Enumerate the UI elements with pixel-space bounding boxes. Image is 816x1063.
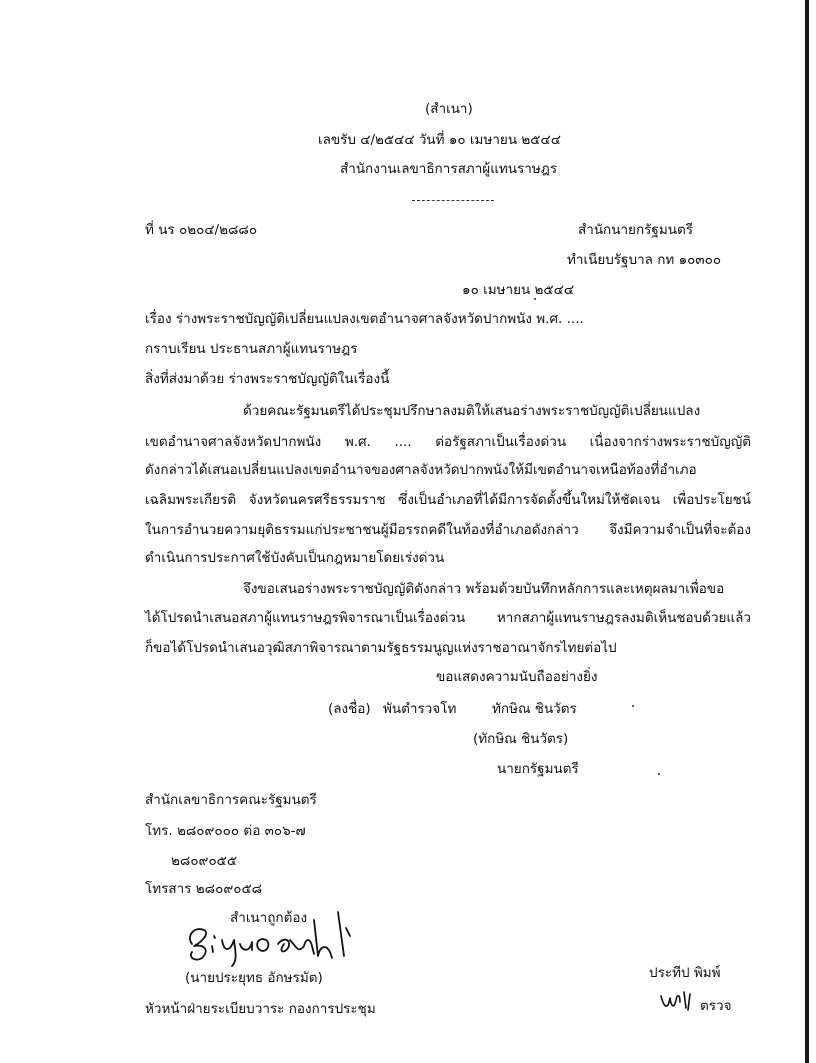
signer-name: ทักษิณ ชินวัตร [492, 701, 577, 717]
paragraph-2-line-3: ก็ขอได้โปรดนำเสนอวุฒิสภาพิจารณาตามรัฐธรรมนูญแห่งราชอาณาจักรไทยต่อไป [145, 640, 617, 656]
paragraph-2-line-1: จึงขอเสนอร่างพระราชบัญญัติดังกล่าว พร้อมด้วยบันทึกหลักการและเหตุผลมาเพื่อขอ [243, 581, 725, 597]
paragraph-1-line-5: ในการอำนวยความยุติธรรมแก่ประชาชนผู้มีอรรถคดีในท้องที่อำเภอดังกล่าว จึงมีความจำเป็นที่จะต้อง [145, 522, 751, 538]
contact-fax: โทรสาร ๒๘๐๙๐๕๘ [145, 881, 263, 897]
signer-title: นายกรัฐมนตรี [497, 761, 579, 777]
contact-telephone: โทร. ๒๘๐๙๐๐๐ ต่อ ๓๐๖-๗ [145, 823, 306, 839]
reference-number: ที่ นร ๐๒๐๔/๒๘๘๐ [145, 222, 258, 238]
sender-office: สำนักนายกรัฐมนตรี [578, 222, 693, 238]
contact-office: สำนักเลขาธิการคณะรัฐมนตรี [145, 792, 317, 808]
typist-name: ประทีป พิมพ์ [649, 965, 721, 981]
checker-initials [658, 988, 698, 1016]
handwritten-signature [180, 900, 360, 970]
sender-address: ทำเนียบรัฐบาล กท ๑๐๓๐๐ [567, 252, 722, 268]
scan-speck [658, 773, 660, 775]
contact-telephone-2: ๒๘๐๙๐๕๕ [171, 853, 238, 869]
letter-date: ๑๐ เมษายน ๒๕๔๔ [462, 282, 575, 298]
received-number: เลขรับ ๔/๒๕๔๔ วันที่ ๑๐ เมษายน ๒๕๔๔ [318, 132, 561, 148]
header-separator [412, 200, 494, 201]
certifier-title: หัวหน้าฝ่ายระเบียบวาระ กองการประชุม [145, 1001, 376, 1017]
enclosure-line: สิ่งที่ส่งมาด้วย ร่างพระราชบัญญัติในเรื่องนี้ [145, 371, 390, 387]
paragraph-1-line-1: ด้วยคณะรัฐมนตรีได้ประชุมปรึกษาลงมติให้เสนอร่างพระราชบัญญัติเปลี่ยนแปลง [243, 403, 701, 419]
paragraph-1-line-3: ดังกล่าวได้เสนอเปลี่ยนแปลงเขตอำนาจของศาลจังหวัดปากพนังให้มีเขตอำนาจเหนือท้องที่อำเภอ [145, 462, 697, 478]
received-office: สำนักงานเลขาธิการสภาผู้แทนราษฎร [340, 161, 558, 177]
signed-label: (ลงชื่อ) [328, 701, 371, 717]
certifier-name: (นายประยุทธ อักษรมัต) [185, 970, 323, 986]
paragraph-2-line-2: ได้โปรดนำเสนอสภาผู้แทนราษฎรพิจารณาเป็นเรื่องด่วน หากสภาผู้แทนราษฎรลงมติเห็นชอบด้วยแล้ว [145, 610, 751, 626]
signer-name-parenthesized: (ทักษิณ ชินวัตร) [473, 731, 569, 747]
subject-line: เรื่อง ร่างพระราชบัญญัติเปลี่ยนแปลงเขตอำนาจศาลจังหวัดปากพนัง พ.ศ. .... [145, 311, 584, 327]
scan-speck [632, 705, 634, 707]
certified-copy-label: สำเนาถูกต้อง [230, 910, 308, 926]
paragraph-1-line-4: เฉลิมพระเกียรติ จังหวัดนครศรีธรรมราช ซึ่งเป็นอำเภอที่ได้มีการจัดตั้งขึ้นใหม่ให้ชัดเจน เพื่อประโยชน์ [145, 492, 751, 508]
scan-speck [534, 298, 536, 300]
checked-label: ตรวจ [700, 998, 732, 1014]
copy-mark: (สำเนา) [425, 101, 473, 117]
signer-rank: พันตำรวจโท [383, 701, 457, 717]
paragraph-1-line-2: เขตอำนาจศาลจังหวัดปากพนัง พ.ศ. .... ต่อรัฐสภาเป็นเรื่องด่วน เนื่องจากร่างพระราชบัญญัติ [145, 434, 751, 450]
closing-regards: ขอแสดงความนับถืออย่างยิ่ง [436, 669, 598, 685]
paragraph-1-line-6: ดำเนินการประกาศใช้บังคับเป็นกฎหมายโดยเร่งด่วน [145, 550, 445, 566]
salutation: กราบเรียน ประธานสภาผู้แทนราษฎร [145, 341, 358, 357]
page-edge-border [805, 0, 809, 1063]
